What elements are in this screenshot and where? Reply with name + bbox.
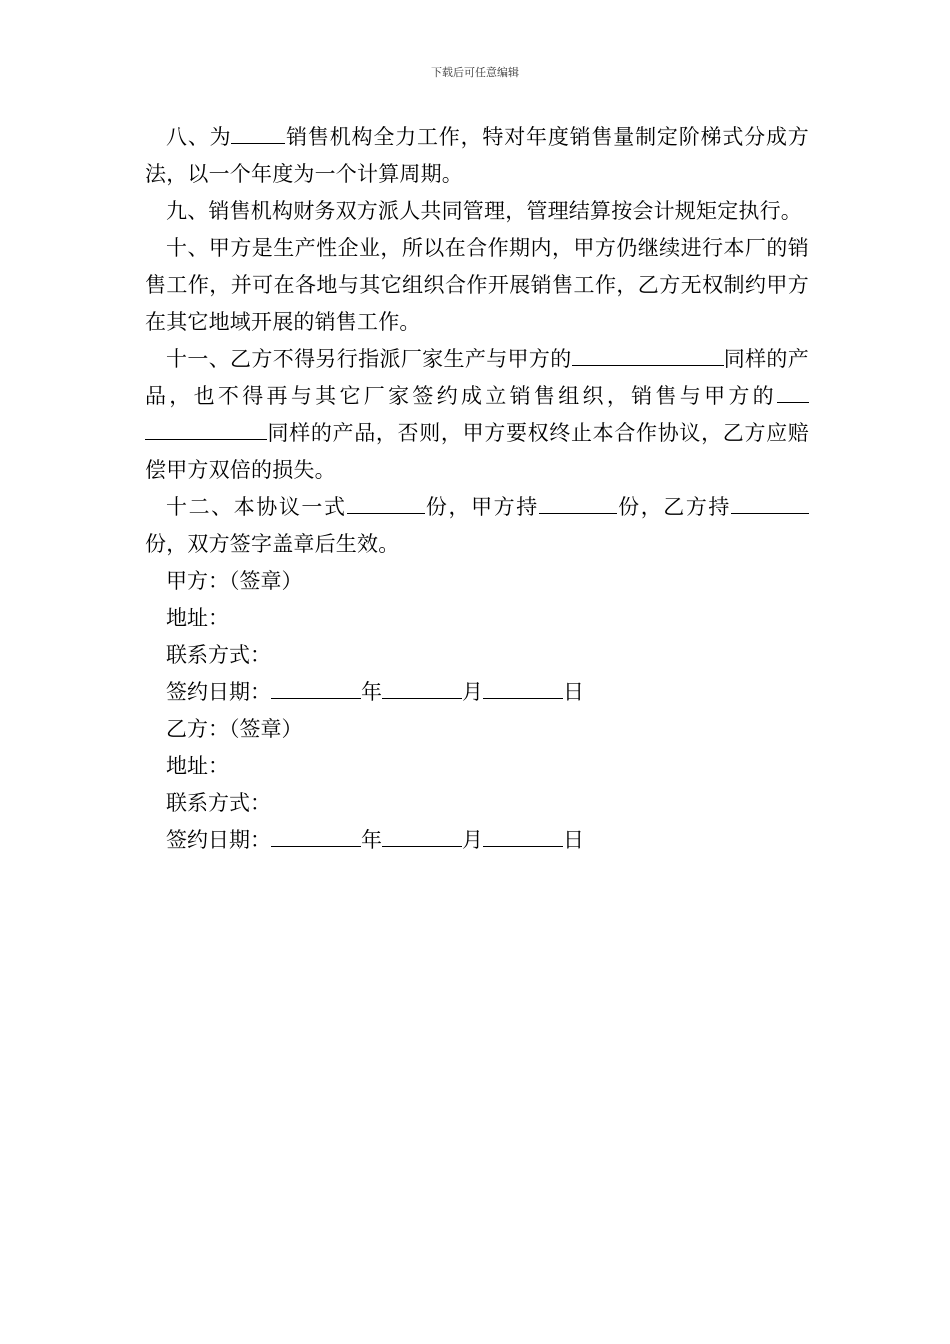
clause-11-middle: 同样的产品，也不得再与其它厂家签约成立销售组织，销售与甲方的: [145, 347, 809, 408]
day-label: 日: [563, 828, 584, 852]
day-blank[interactable]: [483, 826, 563, 847]
blank-field[interactable]: [539, 493, 617, 514]
date-label: 签约日期：: [166, 828, 271, 852]
clause-8-start: 八、为: [166, 125, 232, 149]
party-b-label: 乙方：（签章）: [166, 717, 303, 741]
clause-12-end: 份，双方签字盖章后生效。: [145, 532, 400, 556]
party-a-date: [145, 674, 809, 711]
clause-11-start: 十一、乙方不得另行指派厂家生产与甲方的: [166, 347, 572, 371]
year-blank[interactable]: [271, 826, 361, 847]
day-blank[interactable]: [483, 678, 563, 699]
party-a-block: [145, 563, 809, 711]
party-a-contact: 联系方式：: [166, 643, 271, 667]
blank-field[interactable]: [231, 123, 285, 144]
clause-12-start: 十二、本协议一式: [166, 495, 347, 519]
month-label: 月: [462, 828, 483, 852]
party-b-contact: 联系方式：: [166, 791, 271, 815]
clause-8: [145, 119, 809, 193]
page-header: 下载后可任意编辑: [431, 66, 519, 79]
month-blank[interactable]: [382, 678, 462, 699]
party-b-block: [145, 711, 809, 859]
year-blank[interactable]: [271, 678, 361, 699]
clause-10: 十、甲方是生产性企业，所以在合作期内，甲方仍继续进行本厂的销售工作，并可在各地与其它组织合作开展销售工作，乙方无权制约甲方在其它地域开展的销售工作。: [145, 236, 809, 334]
clause-8-end: 销售机构全力工作，特对年度销售量制定阶梯式分成方法，以一个年度为一个计算周期。: [145, 125, 809, 186]
month-label: 月: [462, 680, 483, 704]
clause-12-part2: 份，甲方持: [424, 495, 539, 519]
month-blank[interactable]: [382, 826, 462, 847]
clause-12-part3: 份，乙方持: [616, 495, 731, 519]
year-label: 年: [361, 680, 382, 704]
blank-field[interactable]: [572, 345, 724, 366]
date-label: 签约日期：: [166, 680, 271, 704]
blank-field[interactable]: [347, 493, 425, 514]
party-b-date: [145, 822, 809, 859]
clause-11: [145, 341, 809, 489]
day-label: 日: [563, 680, 584, 704]
blank-field[interactable]: [777, 382, 809, 403]
clause-9: 九、销售机构财务双方派人共同管理，管理结算按会计规矩定执行。: [166, 199, 802, 223]
clause-12: [145, 489, 809, 563]
year-label: 年: [361, 828, 382, 852]
clause-11-end: 同样的产品，否则，甲方要权终止本合作协议，乙方应赔偿甲方双倍的损失。: [145, 421, 809, 482]
party-a-address: 地址：: [166, 606, 229, 630]
party-a-label: 甲方：（签章）: [166, 569, 303, 593]
party-b-address: 地址：: [166, 754, 229, 778]
blank-field[interactable]: [145, 419, 267, 440]
document-body: [145, 119, 809, 859]
blank-field[interactable]: [731, 493, 809, 514]
